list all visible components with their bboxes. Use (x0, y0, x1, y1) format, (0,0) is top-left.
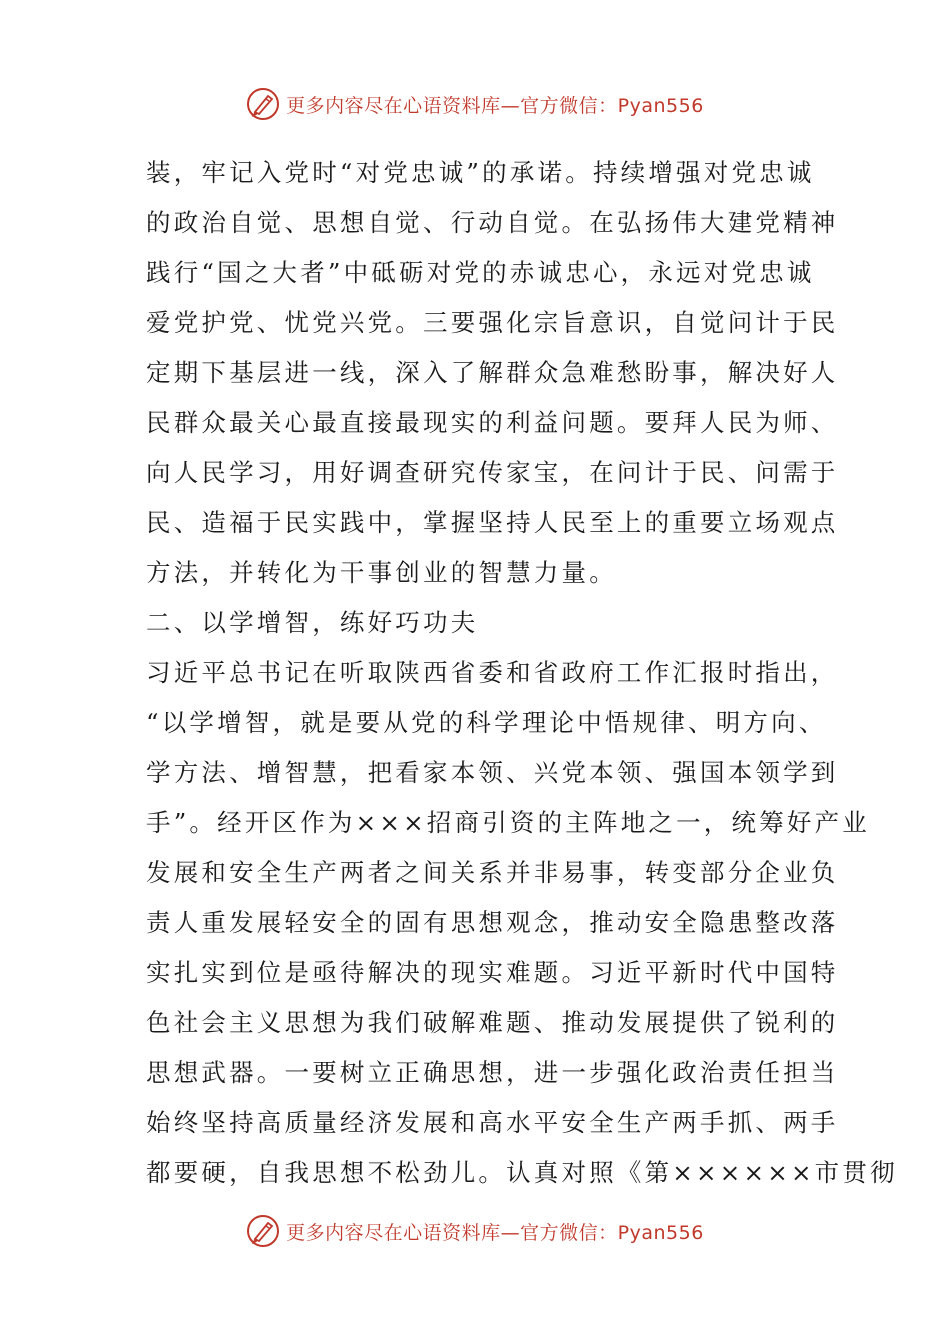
body-line: 责人重发展轻安全的固有思想观念，推动安全隐患整改落 (146, 908, 839, 937)
body-line: 发展和安全生产两者之间关系并非易事，转变部分企业负 (146, 858, 839, 887)
body-line: 学方法、增智慧，把看家本领、兴党本领、强国本领学到 (146, 758, 839, 787)
body-line: 色社会主义思想为我们破解难题、推动发展提供了锐利的 (146, 1008, 839, 1037)
watermark-text: 更多内容尽在心语资料库—官方微信：Pyan556 (286, 1221, 704, 1244)
body-line: 装，牢记入党时“对党忠诚”的承诺。持续增强对党忠诚 (146, 158, 815, 187)
body-line: 践行“国之大者”中砥砺对党的赤诚忠心，永远对党忠诚 (146, 258, 815, 287)
section-heading: 二、以学增智，练好巧功夫 (146, 608, 479, 637)
pen-nib-logo-icon (246, 87, 280, 121)
body-line: 的政治自觉、思想自觉、行动自觉。在弘扬伟大建党精神 (146, 208, 839, 237)
body-line: 民群众最关心最直接最现实的利益问题。要拜人民为师、 (146, 408, 839, 437)
body-line: 思想武器。一要树立正确思想，进一步强化政治责任担当 (146, 1058, 839, 1087)
pen-nib-logo-icon (246, 1214, 280, 1248)
header-watermark (0, 84, 950, 124)
body-line: 方法，并转化为干事创业的智慧力量。 (146, 558, 617, 587)
document-body (146, 148, 898, 1198)
body-line: 手”。经开区作为×××招商引资的主阵地之一，统筹好产业 (146, 808, 871, 837)
body-line: 实扎实到位是亟待解决的现实难题。习近平新时代中国特 (146, 958, 839, 987)
body-line: 习近平总书记在听取陕西省委和省政府工作汇报时指出， (146, 658, 839, 687)
body-line: 爱党护党、忧党兴党。三要强化宗旨意识，自觉问计于民 (146, 308, 839, 337)
body-line: 向人民学习，用好调查研究传家宝，在问计于民、问需于 (146, 458, 839, 487)
body-line: 始终坚持高质量经济发展和高水平安全生产两手抓、两手 (146, 1108, 839, 1137)
body-line: 定期下基层进一线，深入了解群众急难愁盼事，解决好人 (146, 358, 839, 387)
body-line: 都要硬，自我思想不松劲儿。认真对照《第××××××市贯彻 (146, 1158, 898, 1187)
watermark-text: 更多内容尽在心语资料库—官方微信：Pyan556 (286, 94, 704, 117)
body-line: “以学增智，就是要从党的科学理论中悟规律、明方向、 (146, 708, 827, 737)
footer-watermark (0, 1211, 950, 1251)
body-line: 民、造福于民实践中，掌握坚持人民至上的重要立场观点 (146, 508, 839, 537)
